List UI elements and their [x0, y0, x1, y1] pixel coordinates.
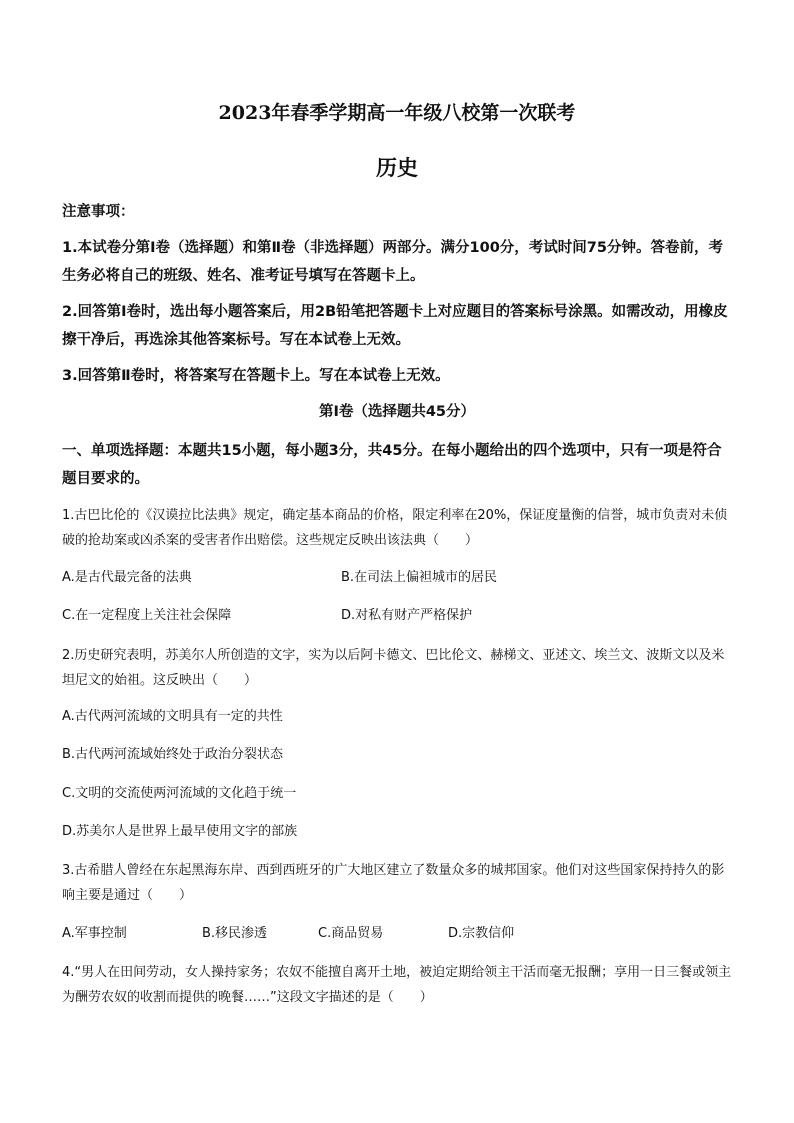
question-stem: 1.古巴比伦的《汉谟拉比法典》规定，确定基本商品的价格，限定利率在20%，保证度量衡的信誉，城市负责对未侦破的抢劫案或凶杀案的受害者作出赔偿。这些规定反映出该法典（ ） [62, 508, 728, 548]
question-option: A.是古代最完备的法典 [62, 570, 192, 585]
question-option: D.苏美尔人是世界上最早使用文字的部族 [62, 824, 298, 839]
question-option: C.文明的交流使两河流域的文化趋于统一 [62, 786, 297, 801]
subject-title: 历史 [376, 155, 418, 180]
question-option: C.商品贸易 [318, 926, 384, 941]
question-option: B.移民渗透 [202, 926, 268, 941]
question-option: C.在一定程度上关注社会保障 [62, 608, 232, 623]
question-stem: 2.历史研究表明，苏美尔人所创造的文字，实为以后阿卡德文、巴比伦文、赫梯文、亚述文、埃兰文、波斯文以及米坦尼文的始祖。这反映出（ ） [62, 648, 725, 688]
note-item: 3.回答第Ⅱ卷时，将答案写在答题卡上。写在本试卷上无效。 [62, 368, 450, 384]
notes-heading: 注意事项： [62, 204, 135, 220]
note-item: 2.回答第Ⅰ卷时，选出每小题答案后，用2B铅笔把答题卡上对应题目的答案标号涂黑。如需改动，用橡皮擦干净后，再选涂其他答案标号。写在本试卷上无效。 [62, 304, 728, 348]
exam-title: 2023年春季学期高一年级八校第一次联考 [218, 102, 576, 124]
question-stem: 3.古希腊人曾经在东起黑海东岸、西到西班牙的广大地区建立了数量众多的城邦国家。他们对这些国家保持持久的影响主要是通过（ ） [62, 863, 725, 903]
question-stem: 4.“男人在田间劳动，女人操持家务；农奴不能擅自离开土地，被迫定期给领主干活而毫无报酬；享用一日三餐或领主为酬劳农奴的收割而提供的晚餐……”这段文字描述的是（ ） [62, 965, 732, 1005]
question-option: A.古代两河流域的文明具有一定的共性 [62, 709, 283, 724]
question-option: A.军事控制 [62, 926, 127, 941]
question-option: D.对私有财产严格保护 [341, 608, 473, 623]
part-heading: 一、单项选择题：本题共15小题，每小题3分，共45分。在每小题给出的四个选项中，只有一项是符合题目要求的。 [62, 443, 722, 487]
question-option: D.宗教信仰 [448, 926, 515, 941]
question-option: B.在司法上偏袒城市的居民 [341, 570, 498, 585]
section-heading: 第Ⅰ卷（选择题共45分） [318, 404, 476, 420]
note-item: 1.本试卷分第Ⅰ卷（选择题）和第Ⅱ卷（非选择题）两部分。满分100分，考试时间75分钟。答卷前，考生务必将自己的班级、姓名、准考证号填写在答题卡上。 [62, 240, 723, 284]
question-option: B.古代两河流域始终处于政治分裂状态 [62, 747, 284, 762]
